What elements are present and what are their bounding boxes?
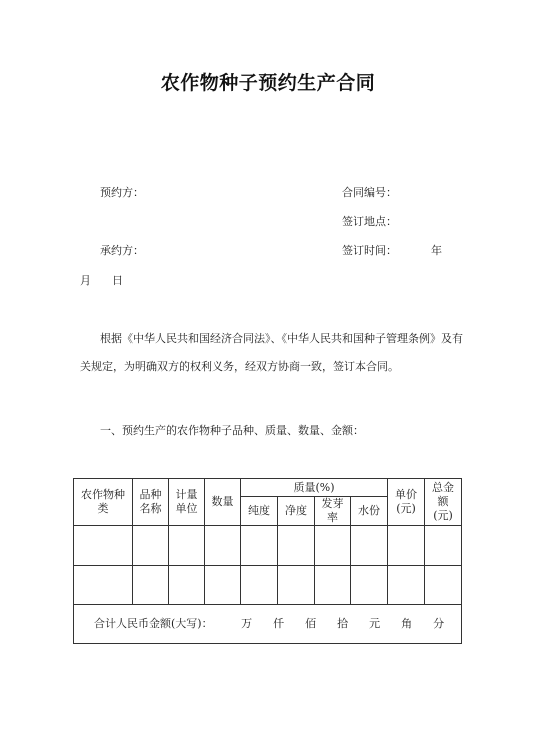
header-unit: 计量 单位 [169,479,205,526]
total-amount-label: 合计人民币金额(大写)： [94,617,213,630]
total-amount-cell[interactable] [74,605,462,644]
table-cell[interactable] [133,526,169,566]
contractor-label: 承约方： [100,244,144,257]
table-cell[interactable] [315,526,351,566]
document-title: 农作物种子预约生产合同 [160,72,376,94]
table-cell[interactable] [74,526,133,566]
preamble-line-1: 根据《中华人民共和国经济合同法》、《中华人民共和国种子管理条例》及有 [100,332,463,345]
unit-yuan: 元 [369,617,381,630]
contract-number-label: 合同编号： [342,186,397,199]
table-cell[interactable] [74,566,133,605]
table-cell[interactable] [169,526,205,566]
table-cell[interactable] [278,566,315,605]
header-unit-price: 单价 (元) [388,479,425,526]
table-cell[interactable] [388,526,425,566]
unit-bai: 佰 [305,617,317,630]
unit-qian: 仟 [273,617,285,630]
header-variety: 品种 名称 [133,479,169,526]
sign-place-label: 签订地点： [342,215,397,228]
header-purity: 纯度 [241,497,278,526]
unit-shi: 拾 [337,617,349,630]
sign-month-label: 月 [80,274,91,287]
unit-fen: 分 [433,617,445,630]
table-cell[interactable] [315,566,351,605]
unit-wan: 万 [241,617,253,630]
section-1-heading: 一、预约生产的农作物种子品种、质量、数量、金额： [100,424,364,437]
table-cell[interactable] [205,526,241,566]
table-cell[interactable] [351,526,388,566]
table-cell[interactable] [425,526,462,566]
preamble-line-2: 关规定，为明确双方的权利义务，经双方协商一致，签订本合同。 [80,360,399,373]
table-row [74,566,462,605]
header-quantity: 数量 [205,479,241,526]
table-cell[interactable] [351,566,388,605]
header-moisture: 水份 [351,497,388,526]
header-quality: 质量(%) [241,479,388,497]
table-cell[interactable] [241,526,278,566]
total-row [74,605,462,644]
table-row [74,526,462,566]
reserver-label: 预约方： [100,186,144,199]
unit-jiao: 角 [401,617,413,630]
header-crop-type: 农作物种 类 [74,479,133,526]
header-cleanliness: 净度 [278,497,315,526]
sign-day-label: 日 [112,274,123,287]
header-germination: 发芽 率 [315,497,351,526]
table-cell[interactable] [241,566,278,605]
table-cell[interactable] [169,566,205,605]
table-cell[interactable] [278,526,315,566]
header-total: 总金 额 (元) [425,479,462,526]
sign-year-label: 年 [431,244,442,257]
seed-table [73,478,462,644]
table-cell[interactable] [133,566,169,605]
table-cell[interactable] [205,566,241,605]
table-cell[interactable] [388,566,425,605]
sign-time-label: 签订时间： [342,244,397,257]
table-cell[interactable] [425,566,462,605]
